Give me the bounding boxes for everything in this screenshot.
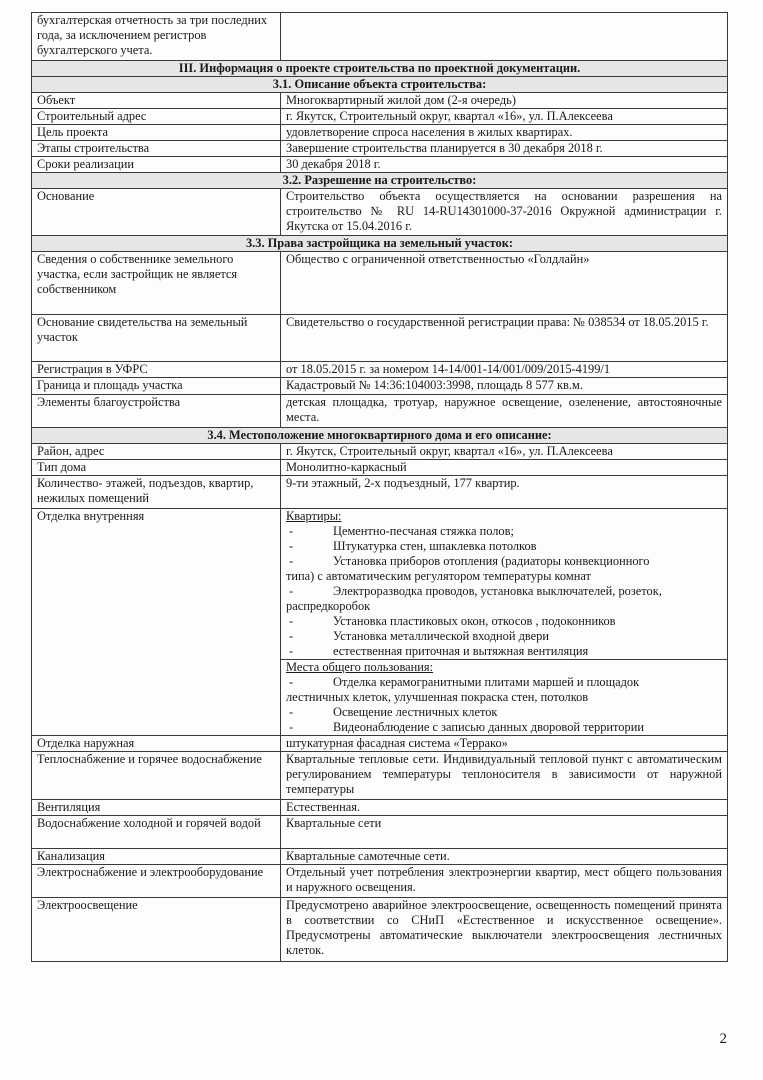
table-row <box>32 816 728 849</box>
list-item <box>286 614 722 629</box>
row-label: Отделка наружная <box>32 736 281 752</box>
apartments-heading: Квартиры: <box>286 509 342 523</box>
row-value: 30 декабря 2018 г. <box>281 157 728 173</box>
list-item-text: Штукатурка стен, шпаклевка потолков <box>333 539 537 553</box>
section-heading-3-2 <box>32 173 728 189</box>
section-title: 3.3. Права застройщика на земельный участок: <box>32 236 728 252</box>
row-label: Сроки реализации <box>32 157 281 173</box>
section-title: 3.2. Разрешение на строительство: <box>32 173 728 189</box>
list-item-continuation: лестничных клеток, улучшенная покраска стен, потолков <box>286 690 589 704</box>
row-value: г. Якутск, Строительный округ, квартал «16», ул. П.Алексеева <box>281 444 728 460</box>
row-value: от 18.05.2015 г. за номером 14-14/001-14/001/009/2015-4199/1 <box>281 362 728 378</box>
list-item-text: Отделка керамогранитными плитами маршей и площадок <box>333 675 640 689</box>
list-dash: - <box>289 644 294 658</box>
section-title: 3.1. Описание объекта строительства: <box>32 77 728 93</box>
list-item-text: Установка пластиковых окон, откосов , подоконников <box>333 614 616 628</box>
page-number: 2 <box>719 1031 727 1047</box>
list-item <box>286 705 722 720</box>
row-value: Строительство объекта осуществляется на основании разрешения на строительство № RU 14-RU14301000-37-2016 Окружной администрации г. Якутска от 15.04.2016 г. <box>281 189 728 236</box>
table-row <box>32 378 728 395</box>
row-value: Кадастровый № 14:36:104003:3998, площадь 8 577 кв.м. <box>281 378 728 395</box>
row-value: штукатурная фасадная система «Террако» <box>281 736 728 752</box>
row-value: Многоквартирный жилой дом (2-я очередь) <box>281 93 728 109</box>
table-row <box>32 752 728 800</box>
table-row <box>32 13 728 61</box>
table-row <box>32 476 728 509</box>
list-item-text: Освещение лестничных клеток <box>333 705 498 719</box>
list-item <box>286 629 722 644</box>
list-item <box>286 539 722 554</box>
table-row <box>32 898 728 962</box>
list-item <box>286 584 722 614</box>
apartments-block <box>281 509 727 659</box>
list-item-continuation: типа) с автоматическим регулятором температуры комнат <box>286 569 591 583</box>
row-label: Отделка внутренняя <box>32 509 281 736</box>
row-value: удовлетворение спроса населения в жилых квартирах. <box>281 125 728 141</box>
list-item-continuation: распредкоробок <box>286 599 371 613</box>
table-row <box>32 736 728 752</box>
row-value <box>281 13 728 61</box>
table-row <box>32 800 728 816</box>
list-item <box>286 554 722 584</box>
list-item-text: Цементно-песчаная стяжка полов; <box>333 524 514 538</box>
row-value: Свидетельство о государственной регистрации права: № 038534 от 18.05.2015 г. <box>281 315 728 362</box>
row-label: Цель проекта <box>32 125 281 141</box>
project-info-table <box>31 12 728 962</box>
row-label: бухгалтерская отчетность за три последних года, за исключением регистров бухгалтерского учета. <box>32 13 281 61</box>
row-label: Количество- этажей, подъездов, квартир, нежилых помещений <box>32 476 281 509</box>
list-dash: - <box>289 524 294 538</box>
row-value: Естественная. <box>281 800 728 816</box>
row-label: Электроосвещение <box>32 898 281 962</box>
common-areas-block <box>281 659 727 735</box>
row-value: Квартальные сети <box>281 816 728 849</box>
row-value: Общество с ограниченной ответственностью «Голдлайн» <box>281 252 728 315</box>
table-row <box>32 125 728 141</box>
table-row <box>32 509 728 736</box>
table-row <box>32 141 728 157</box>
table-row <box>32 93 728 109</box>
row-value <box>281 509 728 736</box>
row-value: г. Якутск, Строительный округ, квартал «16», ул. П.Алексеева <box>281 109 728 125</box>
list-item <box>286 720 722 735</box>
row-label: Канализация <box>32 849 281 865</box>
section-title: 3.4. Местоположение многоквартирного дома и его описание: <box>32 428 728 444</box>
row-value: Предусмотрено аварийное электроосвещение, освещенность помещений принята в соответствии со СНиП «Естественное и искусственное освещение». Предусмотрены автоматические выключатели электроосвещения лестничных клеток. <box>281 898 728 962</box>
section-heading-3-4 <box>32 428 728 444</box>
table-row <box>32 362 728 378</box>
list-dash: - <box>289 705 294 719</box>
list-item <box>286 644 722 659</box>
row-label: Граница и площадь участка <box>32 378 281 395</box>
list-item <box>286 675 722 705</box>
row-label: Объект <box>32 93 281 109</box>
table-row <box>32 315 728 362</box>
row-label: Водоснабжение холодной и горячей водой <box>32 816 281 849</box>
section-heading-3-3 <box>32 236 728 252</box>
section-title: III. Информация о проекте строительства по проектной документации. <box>32 61 728 77</box>
list-dash: - <box>289 539 294 553</box>
list-dash: - <box>289 554 294 568</box>
row-value: 9-ти этажный, 2-х подъездный, 177 квартир. <box>281 476 728 509</box>
common-areas-heading: Места общего пользования: <box>286 660 434 674</box>
row-label: Электроснабжение и электрооборудование <box>32 865 281 898</box>
list-dash: - <box>289 629 294 643</box>
row-label: Теплоснабжение и горячее водоснабжение <box>32 752 281 800</box>
table-row <box>32 189 728 236</box>
row-value: Завершение строительства планируется в 30 декабря 2018 г. <box>281 141 728 157</box>
row-label: Строительный адрес <box>32 109 281 125</box>
list-dash: - <box>289 584 294 598</box>
row-value: Квартальные тепловые сети. Индивидуальный тепловой пункт с автоматическим регулированием температуры теплоносителя в зависимости от наружной температуры <box>281 752 728 800</box>
table-row <box>32 395 728 428</box>
list-item-text: Установка приборов отопления (радиаторы конвекционного <box>333 554 650 568</box>
list-item <box>286 524 722 539</box>
table-row <box>32 460 728 476</box>
row-label: Основание <box>32 189 281 236</box>
row-label: Район, адрес <box>32 444 281 460</box>
row-label: Вентиляция <box>32 800 281 816</box>
row-label: Элементы благоустройства <box>32 395 281 428</box>
table-row <box>32 849 728 865</box>
table-row <box>32 157 728 173</box>
row-value: Квартальные самотечные сети. <box>281 849 728 865</box>
row-label: Основание свидетельства на земельный участок <box>32 315 281 362</box>
section-heading-3-1 <box>32 77 728 93</box>
row-label: Тип дома <box>32 460 281 476</box>
list-item-text: естественная приточная и вытяжная вентиляция <box>333 644 589 658</box>
list-dash: - <box>289 614 294 628</box>
row-label: Этапы строительства <box>32 141 281 157</box>
list-dash: - <box>289 720 294 734</box>
list-item-text: Установка металлической входной двери <box>333 629 549 643</box>
list-item-text: Электроразводка проводов, установка выключателей, розеток, <box>333 584 662 598</box>
list-item-text: Видеонаблюдение с записью данных дворовой территории <box>333 720 644 734</box>
table-row <box>32 444 728 460</box>
row-value: Монолитно-каркасный <box>281 460 728 476</box>
row-label: Регистрация в УФРС <box>32 362 281 378</box>
list-dash: - <box>289 675 294 689</box>
row-value: Отдельный учет потребления электроэнергии квартир, мест общего пользования и наружного освещения. <box>281 865 728 898</box>
row-label: Сведения о собственнике земельного участка, если застройщик не является собственником <box>32 252 281 315</box>
table-row <box>32 865 728 898</box>
table-row <box>32 252 728 315</box>
section-heading-iii <box>32 61 728 77</box>
row-value: детская площадка, тротуар, наружное освещение, озеленение, автостояночные места. <box>281 395 728 428</box>
table-row <box>32 109 728 125</box>
